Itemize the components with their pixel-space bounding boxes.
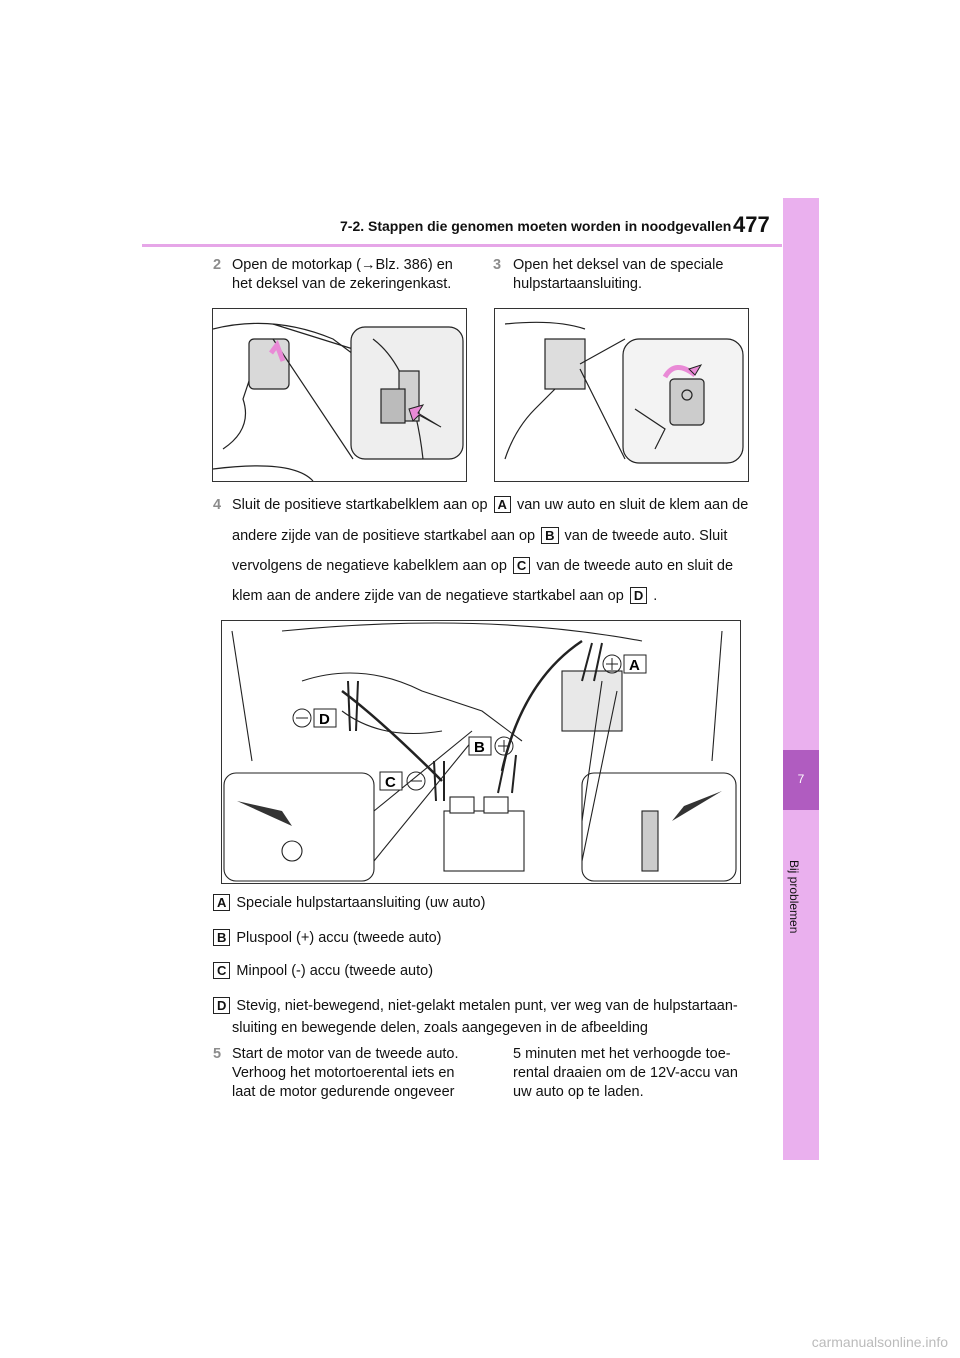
step-5-text-left: Start de motor van de tweede auto. Verhoog het motortoerental iets en laat de motor gedurende ongeveer xyxy=(232,1046,459,1100)
label-d-box: D xyxy=(630,587,647,604)
step-number: 3 xyxy=(493,257,502,273)
step-2-text xyxy=(232,256,482,294)
step-3-text xyxy=(513,256,763,294)
step-5-text-right: 5 minuten met het verhoogde toe- rental draaien om de 12V-accu van uw auto op te laden. xyxy=(513,1046,738,1100)
legend-item-d-continued: sluiting en bewegende delen, zoals aangegeven in de afbeelding xyxy=(232,1020,648,1036)
step-number: 5 xyxy=(213,1046,222,1062)
step-number: 4 xyxy=(213,497,222,513)
chapter-label: Bij problemen xyxy=(787,860,801,934)
step-2-line-1: Open de motorkap (→Blz. 386) en xyxy=(232,257,453,273)
chapter-side-tab xyxy=(783,198,819,1160)
step-4-line-4: klem aan de andere zijde van de negatieve startkabel aan op D . xyxy=(232,588,658,604)
label-b-box: B xyxy=(541,527,558,544)
chapter-number: 7 xyxy=(797,772,805,786)
section-title: 7-2. Stappen die genomen moeten worden in noodgevallen xyxy=(340,218,732,234)
step-4-line-3: vervolgens de negatieve kabelklem aan op C van de tweede auto en sluit de xyxy=(232,558,734,574)
legend-c-box: C xyxy=(213,962,230,979)
engine-bay-drawing xyxy=(222,621,740,883)
label-c-box: C xyxy=(513,557,530,574)
jump-terminal-illustration xyxy=(494,308,749,482)
legend-b-box: B xyxy=(213,929,230,946)
step-4 xyxy=(213,496,221,515)
legend-item-b: B Pluspool (+) accu (tweede auto) xyxy=(213,929,442,948)
step-3-line-2: hulpstartaansluiting. xyxy=(513,276,642,292)
jump-start-connection-illustration xyxy=(221,620,741,884)
step-4-line-2: andere zijde van de positieve startkabel aan op B van de tweede auto. Sluit xyxy=(232,528,728,544)
fuse-box-illustration xyxy=(212,308,467,482)
step-3-line-1: Open het deksel van de speciale xyxy=(513,257,724,273)
jump-terminal-drawing xyxy=(495,309,748,481)
step-2-line-2: het deksel van de zekeringenkast. xyxy=(232,276,452,292)
label-a-box: A xyxy=(494,496,511,513)
header-divider xyxy=(142,244,782,247)
step-4-line-1: Sluit de positieve startkabelklem aan op A van uw auto en sluit de klem aan de xyxy=(232,497,749,513)
diagram-label-a: A xyxy=(629,657,640,674)
legend-d-box: D xyxy=(213,997,230,1014)
diagram-label-b: B xyxy=(474,739,485,756)
legend-item-a: A Speciale hulpstartaansluiting (uw auto) xyxy=(213,894,485,913)
legend-a-box: A xyxy=(213,894,230,911)
step-number: 2 xyxy=(213,257,222,273)
step-5 xyxy=(213,1045,221,1064)
page-number: 477 xyxy=(733,212,770,237)
diagram-label-d: D xyxy=(319,711,330,728)
legend-item-d: D Stevig, niet-bewegend, niet-gelakt metalen punt, ver weg van de hulpstartaan- xyxy=(213,997,738,1016)
step-3 xyxy=(493,256,501,275)
step-2 xyxy=(213,256,221,275)
diagram-label-c: C xyxy=(385,774,396,791)
legend-item-c: C Minpool (-) accu (tweede auto) xyxy=(213,962,433,981)
fuse-box-drawing xyxy=(213,309,466,481)
watermark: carmanualsonline.info xyxy=(811,1334,948,1350)
